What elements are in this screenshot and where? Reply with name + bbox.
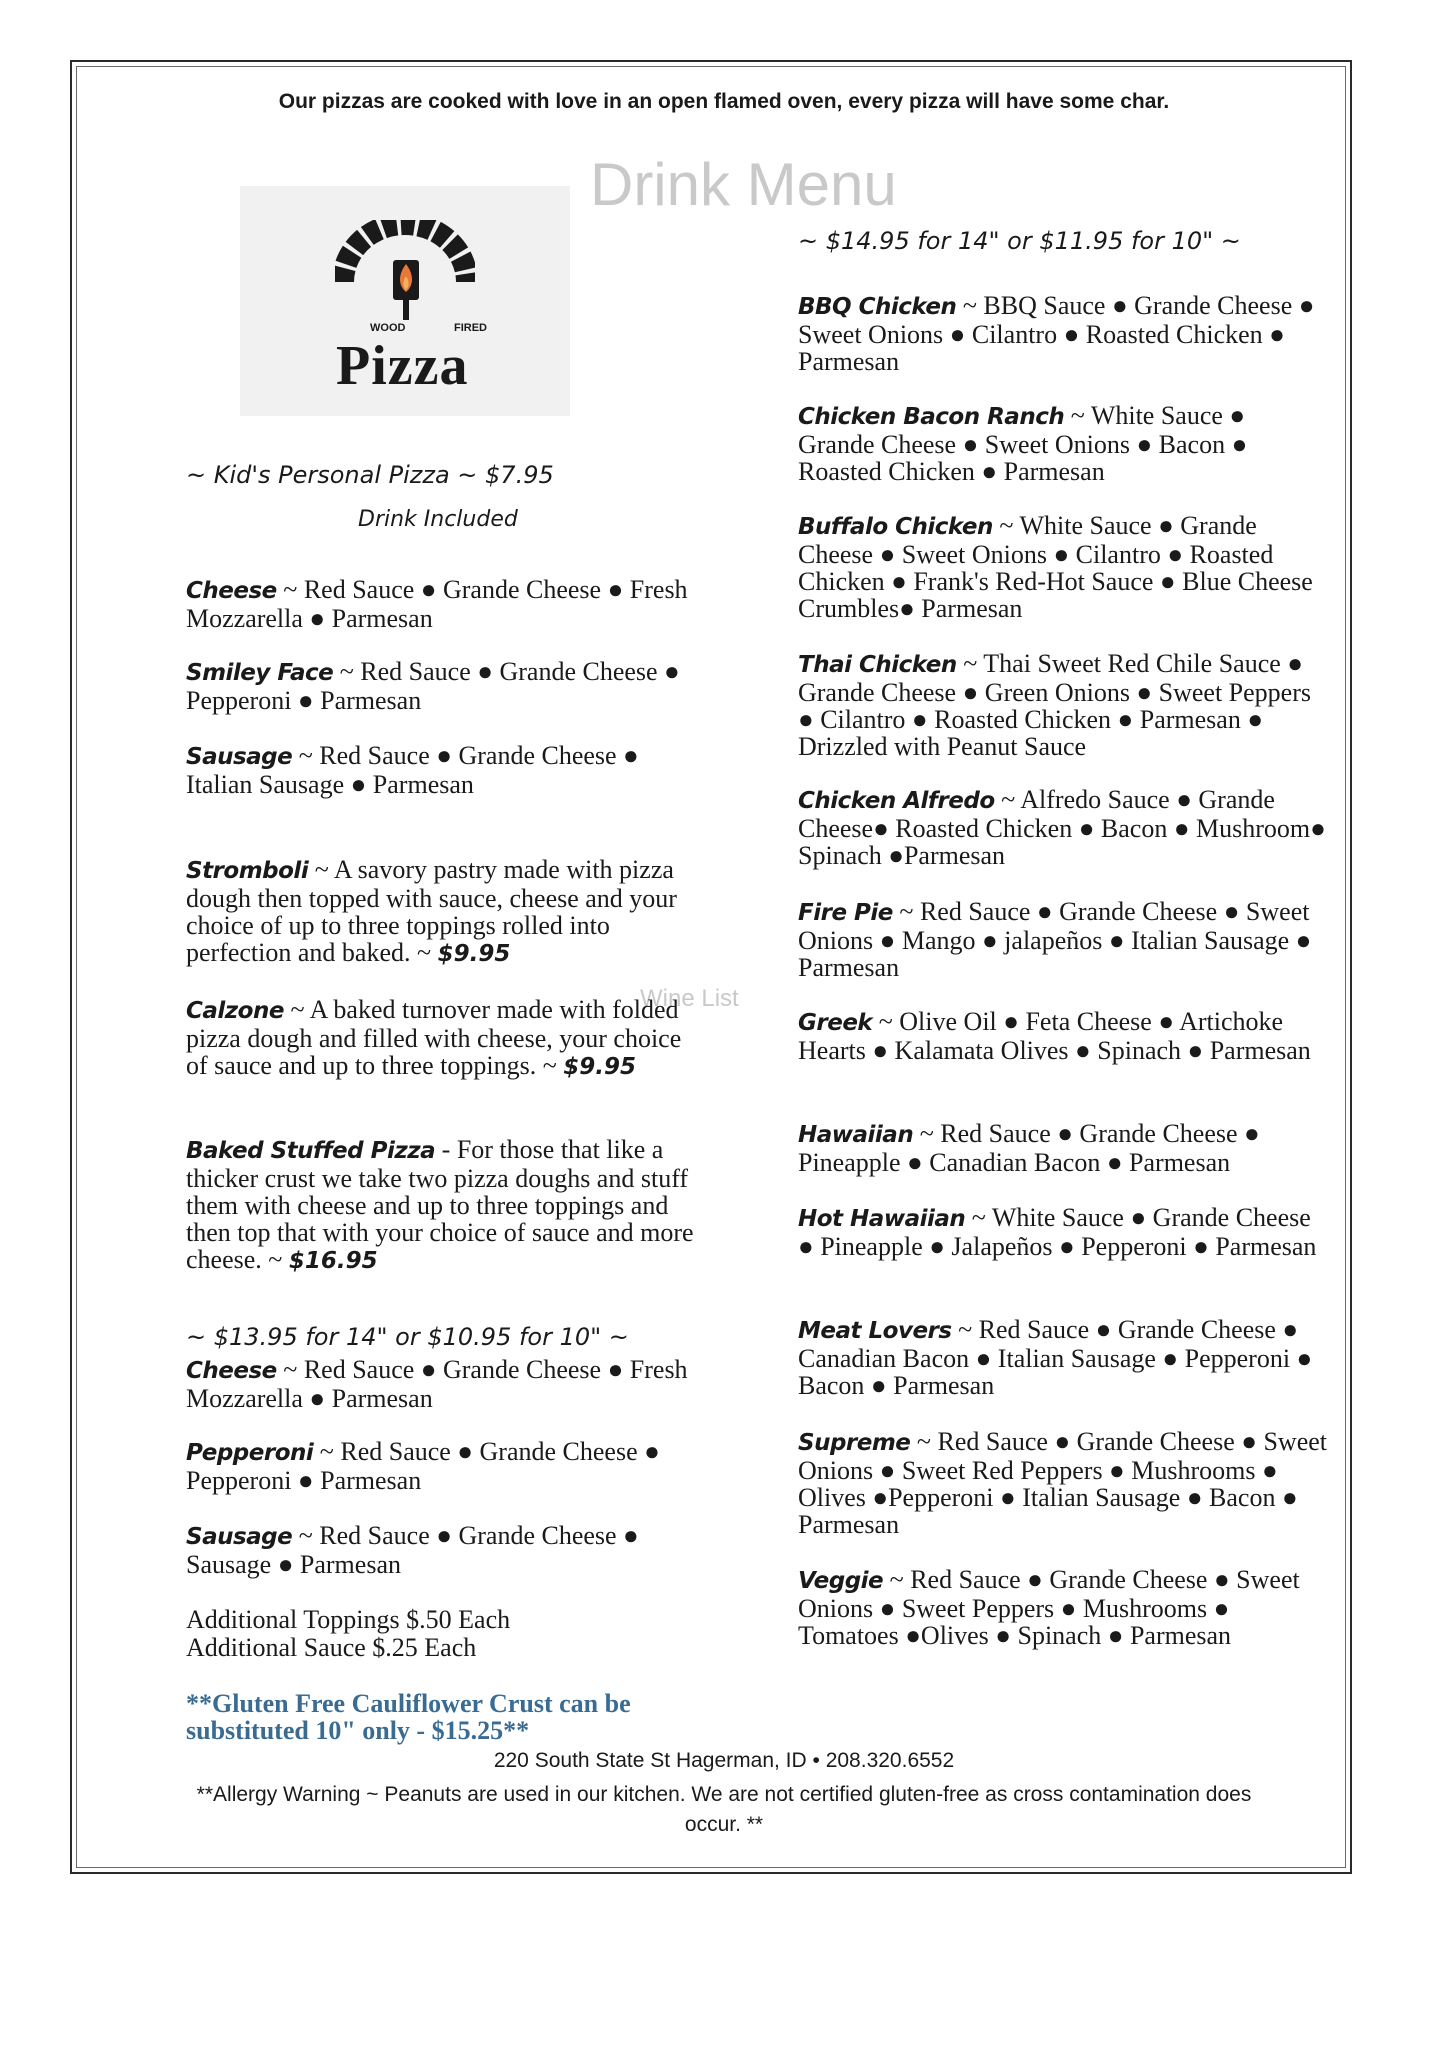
kids-drink-note: Drink Included: [358, 507, 518, 532]
item-desc: ~ White Sauce ● Grande Cheese ● Sweet Onions ● Bacon ● Roasted Chicken ● Parmesan: [798, 401, 1248, 486]
additional-sauce: Additional Sauce $.25 Each: [186, 1633, 477, 1662]
bleed-through-subtitle: Wine List: [640, 985, 739, 1012]
bleed-through-title: Drink Menu: [590, 151, 897, 218]
item-desc: ~ Red Sauce ● Grande Cheese ● Pepperoni ● Parmesan: [186, 657, 680, 715]
menu-item: [798, 1566, 1328, 1649]
item-name: Fire Pie: [798, 900, 893, 926]
item-desc: ~ Red Sauce ● Grande Cheese ● Pepperoni ● Parmesan: [186, 1437, 660, 1495]
specialty-heading: ~ $14.95 for 14" or $11.95 for 10" ~: [798, 227, 1241, 255]
item-price: $9.95: [437, 941, 511, 967]
special-item: [186, 996, 706, 1081]
item-name: Meat Lovers: [798, 1318, 952, 1344]
address-line: 220 South State St Hagerman, ID • 208.320.6552: [493, 1749, 955, 1772]
item-desc: ~ Red Sauce ● Grande Cheese ● Fresh Mozzarella ● Parmesan: [186, 575, 688, 633]
menu-item: [798, 1428, 1328, 1538]
char-notice: Our pizzas are cooked with love in an open flamed oven, every pizza will have some char.: [278, 90, 1170, 113]
item-name: Sausage: [186, 1524, 293, 1550]
item-name: BBQ Chicken: [798, 294, 957, 320]
menu-item: [798, 512, 1328, 622]
logo-fired: FIRED: [454, 322, 487, 334]
item-name: Baked Stuffed Pizza: [186, 1138, 436, 1164]
item-desc: ~ Olive Oil ● Feta Cheese ● Artichoke Hearts ● Kalamata Olives ● Spinach ● Parmesan: [798, 1007, 1311, 1065]
item-desc: ~ BBQ Sauce ● Grande Cheese ● Sweet Onions ● Cilantro ● Roasted Chicken ● Parmesan: [798, 291, 1315, 376]
item-name: Supreme: [798, 1430, 911, 1456]
item-desc: ~ A baked turnover made with folded pizza dough and filled with cheese, your choice of sauce and up to three toppings. ~: [186, 995, 682, 1080]
item-name: Pepperoni: [186, 1440, 314, 1466]
item-desc: ~ Red Sauce ● Grande Cheese ● Fresh Mozzarella ● Parmesan: [186, 1355, 688, 1413]
pizza-logo: [240, 186, 570, 416]
item-desc: ~ Red Sauce ● Grande Cheese ● Pineapple ● Canadian Bacon ● Parmesan: [798, 1119, 1260, 1177]
menu-item: [186, 1438, 706, 1494]
menu-item: [798, 1204, 1328, 1260]
menu-item: [798, 650, 1328, 760]
item-name: Greek: [798, 1010, 873, 1036]
menu-item: [798, 1316, 1328, 1399]
classic-heading: ~ $13.95 for 14" or $10.95 for 10" ~: [186, 1323, 629, 1351]
item-desc: ~ Red Sauce ● Grande Cheese ● Sausage ● Parmesan: [186, 1521, 639, 1579]
menu-item: [798, 898, 1328, 981]
logo-brand: Pizza: [336, 335, 469, 397]
item-name: Cheese: [186, 1358, 277, 1384]
menu-item: [186, 576, 706, 632]
item-desc: ~ A savory pastry made with pizza dough then topped with sauce, cheese and your choice of up to three toppings rolled into perfection and baked. ~: [186, 855, 677, 967]
item-desc: ~ Thai Sweet Red Chile Sauce ● Grande Cheese ● Green Onions ● Sweet Peppers ● Cilantro ● Roasted Chicken ● Parmesan ● Drizzled with Peanut Sauce: [798, 649, 1311, 761]
item-name: Cheese: [186, 578, 277, 604]
allergy-text: **Allergy Warning ~ Peanuts are used in our kitchen. We are not certified gluten-free as cross contamination does occur. **: [196, 1783, 1252, 1836]
item-name: Hot Hawaiian: [798, 1206, 966, 1232]
item-desc: ~ Red Sauce ● Grande Cheese ● Sweet Onions ● Sweet Peppers ● Mushrooms ● Tomatoes ●Olives ● Spinach ● Parmesan: [798, 1565, 1300, 1650]
allergy-warning: [0, 1780, 1448, 1840]
item-desc: ~ Red Sauce ● Grande Cheese ● Italian Sausage ● Parmesan: [186, 741, 639, 799]
menu-item: [186, 1522, 706, 1578]
item-name: Sausage: [186, 744, 293, 770]
oven-icon: [335, 220, 475, 320]
menu-item: [186, 1356, 706, 1412]
item-name: Buffalo Chicken: [798, 514, 993, 540]
special-item: [186, 1136, 716, 1275]
item-desc: ~ White Sauce ● Grande Cheese ● Pineapple ● Jalapeños ● Pepperoni ● Parmesan: [798, 1203, 1317, 1261]
menu-item: [798, 786, 1328, 869]
item-name: Thai Chicken: [798, 652, 957, 678]
menu-item: [798, 1008, 1328, 1064]
item-desc: ~ White Sauce ● Grande Cheese ● Sweet Onions ● Cilantro ● Roasted Chicken ● Frank's Red-Hot Sauce ● Blue Cheese Crumbles● Parmesan: [798, 511, 1313, 623]
item-price: $9.95: [563, 1054, 637, 1080]
special-item: [186, 856, 706, 968]
item-desc: ~ Red Sauce ● Grande Cheese ● Sweet Onions ● Mango ● jalapeños ● Italian Sausage ● Parmesan: [798, 897, 1312, 982]
item-name: Hawaiian: [798, 1122, 914, 1148]
menu-item: [798, 402, 1328, 485]
kids-heading: ~ Kid's Personal Pizza ~ $7.95: [186, 461, 554, 489]
item-desc: ~ Red Sauce ● Grande Cheese ● Sweet Onions ● Sweet Red Peppers ● Mushrooms ● Olives ●Pepperoni ● Italian Sausage ● Bacon ● Parmesan: [798, 1427, 1327, 1539]
item-name: Smiley Face: [186, 660, 334, 686]
item-price: $16.95: [288, 1248, 378, 1274]
item-desc: - For those that like a thicker crust we take two pizza doughs and stuff them with cheese and up to three toppings and then top that with your choice of sauce and more cheese. ~: [186, 1135, 694, 1274]
item-name: Veggie: [798, 1568, 884, 1594]
menu-item: [798, 1120, 1328, 1176]
item-name: Chicken Alfredo: [798, 788, 995, 814]
gluten-free-note: **Gluten Free Cauliflower Crust can be substituted 10" only - $15.25**: [186, 1689, 631, 1745]
item-desc: ~ Alfredo Sauce ● Grande Cheese● Roasted Chicken ● Bacon ● Mushroom● Spinach ●Parmesan: [798, 785, 1326, 870]
menu-item: [186, 742, 706, 798]
logo-wood: WOOD: [370, 322, 406, 334]
item-name: Chicken Bacon Ranch: [798, 404, 1065, 430]
menu-item: [186, 658, 706, 714]
additional-toppings: Additional Toppings $.50 Each: [186, 1605, 511, 1634]
item-name: Stromboli: [186, 858, 309, 884]
item-name: Calzone: [186, 998, 284, 1024]
item-desc: ~ Red Sauce ● Grande Cheese ● Canadian Bacon ● Italian Sausage ● Pepperoni ● Bacon ● Parmesan: [798, 1315, 1313, 1400]
menu-item: [798, 292, 1328, 375]
